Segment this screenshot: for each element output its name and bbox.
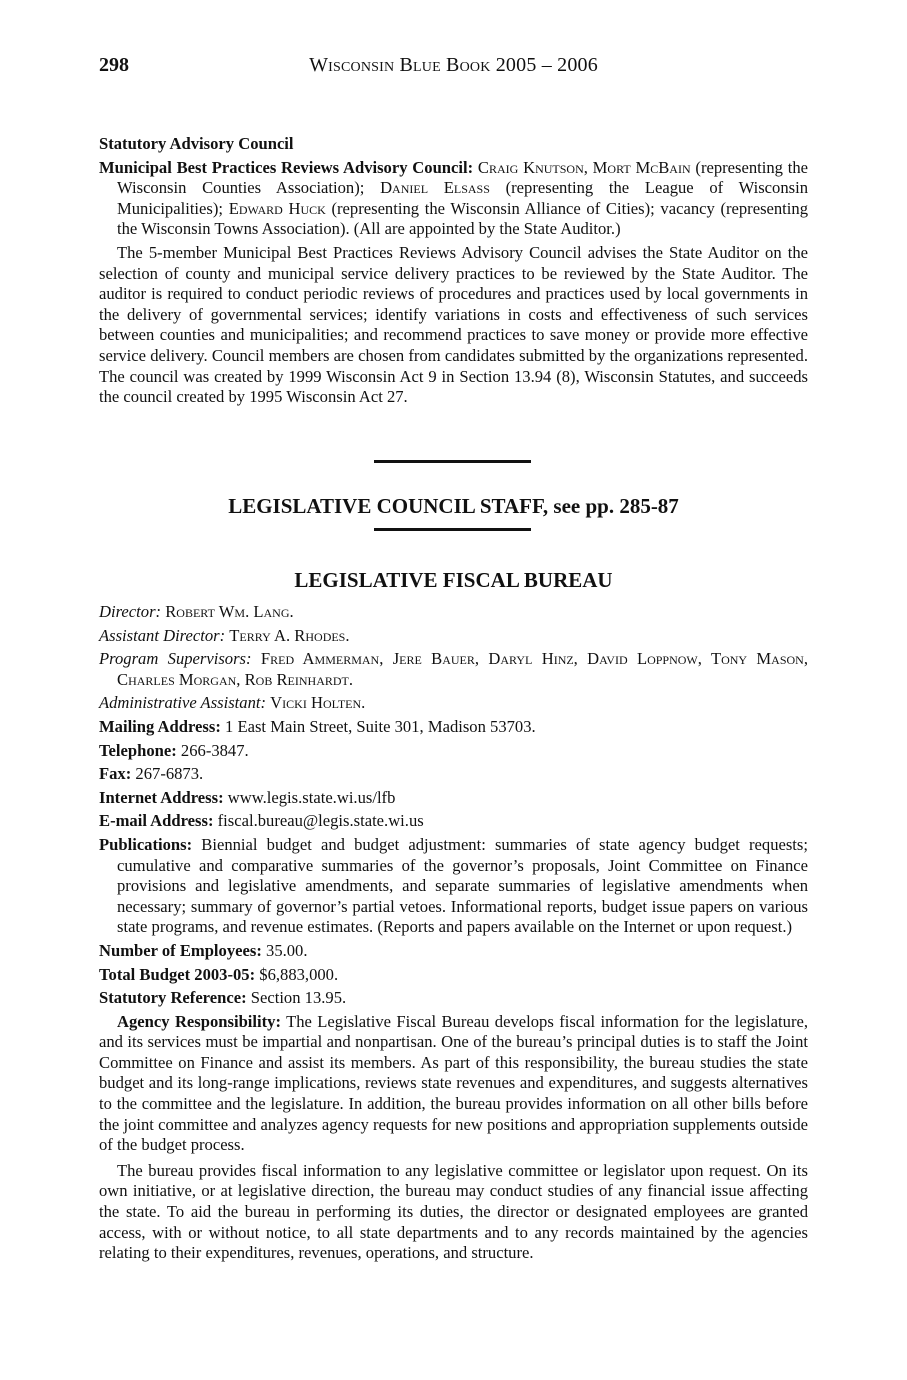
total-budget: Total Budget 2003-05: $6,883,000. bbox=[99, 964, 339, 984]
advisory-council-section bbox=[99, 134, 808, 408]
director-line: Director: Robert Wm. Lang. bbox=[99, 602, 294, 621]
telephone: Telephone: 266-3847. bbox=[99, 740, 249, 760]
publications: Publications: Biennial budget and budget adjustment: summaries of state agency budget requests; cumulative and comparative summaries of the governor’s proposals, Joint Committee on Finance provisions and legislative amendments, and separate summaries of legislative amendments when necessary; summary of governor’s partial vetoes. Informational reports, budget issue papers on various state programs, and revenue estimates. (Reports and papers available on the Internet or upon request.) bbox=[99, 834, 808, 937]
advisory-heading: Statutory Advisory Council bbox=[99, 134, 294, 153]
running-header bbox=[99, 55, 808, 81]
lfb-heading: LEGISLATIVE FISCAL BUREAU bbox=[294, 568, 613, 592]
assistant-director-line: Assistant Director: Terry A. Rhodes. bbox=[99, 625, 350, 645]
email-address: E-mail Address: fiscal.bureau@legis.state.wi.us bbox=[99, 811, 424, 831]
member-name: Mort McBain bbox=[592, 157, 691, 177]
council-membership: Municipal Best Practices Reviews Advisory Council: Craig Knutson, Mort McBain (representing the Wisconsin Counties Association); Daniel Elsass (representing the League of Wisconsin Municipalities); Edward Huck (representing the Wisconsin Alliance of Cities); vacancy (representing the Wisconsin Towns Association). (All are appointed by the State Auditor.) bbox=[99, 157, 809, 239]
fax: Fax: 267-6873. bbox=[99, 764, 204, 784]
member-name: Craig Knutson bbox=[477, 157, 584, 177]
agency-responsibility: Agency Responsibility: The Legislative Fiscal Bureau develops fiscal information for the legislature, and its services must be impartial and nonpartisan. One of the bureau’s principal duties is to staff the Joint Committee on Finance and assist its members. As part of this responsibility, the bureau studies the state budget and its long-range implications, reviews state revenues and expenditures, and suggests alternatives to the committee and the legislature. In addition, the bureau provides information on all other bills before the joint committee and analyzes agency requests for new positions and appropriation supplements outside of the budget process. bbox=[99, 1011, 808, 1155]
member-name: Edward Huck bbox=[228, 198, 326, 218]
lfb-section bbox=[99, 602, 808, 1264]
mailing-address: Mailing Address: 1 East Main Street, Suite 301, Madison 53703. bbox=[99, 716, 536, 736]
internet-address: Internet Address: www.legis.state.wi.us/lfb bbox=[99, 787, 396, 807]
divider-rule bbox=[374, 460, 531, 463]
closing-paragraph: The bureau provides fiscal information to any legislative committee or legislator upon request. On its own initiative, or at legislative direction, the bureau may conduct studies of any financial issue affecting the state. To aid the bureau in performing its duties, the director or designated employees are granted access, with or without notice, to all state departments and to any records maintained by the agencies relating to their expenditures, revenues, operations, and structure. bbox=[99, 1160, 808, 1263]
employee-count: Number of Employees: 35.00. bbox=[99, 940, 308, 960]
council-description: The 5-member Municipal Best Practices Reviews Advisory Council advises the State Auditor on the selection of county and municipal service delivery practices to be reviewed by the State Auditor. The auditor is required to conduct periodic reviews of procedures and practices used by local governments in the delivery of governmental services; identify variations in costs and effectiveness of such services between counties and municipalities; and recommend practices to save money or provide more effective service delivery. Council members are chosen from candidates submitted by the organizations represented. The council was created by 1999 Wisconsin Act 9 in Section 13.94 (8), Wisconsin Statutes, and succeeds the council created by 1995 Wisconsin Act 27. bbox=[99, 242, 808, 407]
divider-rule bbox=[374, 528, 531, 531]
member-name: Daniel Elsass bbox=[380, 178, 490, 198]
lcs-heading: LEGISLATIVE COUNCIL STAFF, see pp. 285-87 bbox=[228, 494, 679, 518]
page-number: 298 bbox=[99, 54, 129, 76]
running-title: Wisconsin Blue Book 2005 – 2006 bbox=[309, 54, 598, 76]
council-name: Municipal Best Practices Reviews Advisory Council: bbox=[99, 157, 474, 177]
program-supervisors-line: Program Supervisors: Fred Ammerman, Jere Bauer, Daryl Hinz, David Loppnow, Tony Mason, Charles Morgan, Rob Reinhardt. bbox=[99, 649, 808, 689]
website-link[interactable]: www.legis.state.wi.us/lfb bbox=[227, 787, 396, 807]
statutory-reference: Statutory Reference: Section 13.95. bbox=[99, 988, 347, 1008]
email-link[interactable]: fiscal.bureau@legis.state.wi.us bbox=[217, 811, 424, 831]
admin-assistant-line: Administrative Assistant: Vicki Holten. bbox=[99, 693, 366, 713]
